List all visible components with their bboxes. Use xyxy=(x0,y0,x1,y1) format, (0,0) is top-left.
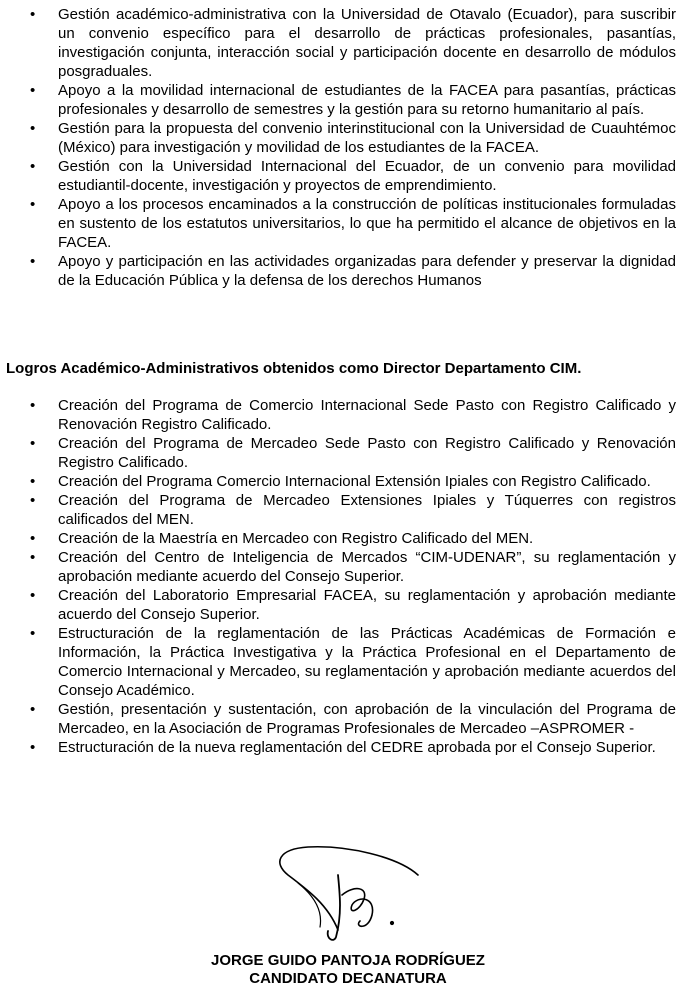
list-item xyxy=(30,586,676,624)
bullet: • xyxy=(30,158,36,175)
signatory-name: JORGE GUIDO PANTOJA RODRÍGUEZ xyxy=(211,952,485,969)
signatory-role: CANDIDATO DECANATURA xyxy=(249,970,447,987)
list-item-text: Creación del Programa de Mercadeo Extensiones Ipiales y Túquerres con registros calificados del MEN. xyxy=(58,492,676,528)
bullet: • xyxy=(30,473,36,490)
list-item-text: Creación del Programa de Mercadeo Sede Pasto con Registro Calificado y Renovación Registro Calificado. xyxy=(58,435,676,471)
list-item-text: Creación del Programa Comercio Internacional Extensión Ipiales con Registro Calificado. xyxy=(58,473,651,490)
list-item xyxy=(30,548,676,586)
list-item xyxy=(30,396,676,434)
list-item xyxy=(30,472,676,491)
list-item xyxy=(30,195,676,252)
list-item-text: Creación del Programa de Comercio Internacional Sede Pasto con Registro Calificado y Renovación Registro Calificado. xyxy=(58,397,676,433)
bullet: • xyxy=(30,120,36,137)
bullet-list-cim-achievements xyxy=(30,396,676,757)
list-item xyxy=(30,81,676,119)
signature-curve-stroke xyxy=(342,889,373,927)
list-item-text: Estructuración de la reglamentación de las Prácticas Académicas de Formación e Información, la Práctica Investigativa y la Práctica Profesional en el Departamento de Comercio Internacional y Mercadeo, su reglamentación y aprobación mediante acuerdos del Consejo Académico. xyxy=(58,625,676,699)
bullet: • xyxy=(30,397,36,414)
bullet: • xyxy=(30,530,36,547)
bullet: • xyxy=(30,6,36,23)
bullet: • xyxy=(30,82,36,99)
handwritten-signature xyxy=(268,835,428,945)
list-item xyxy=(30,157,676,195)
list-item xyxy=(30,700,676,738)
list-item xyxy=(30,252,676,290)
list-item xyxy=(30,491,676,529)
list-item-text: Gestión para la propuesta del convenio interinstitucional con la Universidad de Cuauhtémoc (México) para investigación y movilidad de los estudiantes de la FACEA. xyxy=(58,120,676,156)
list-item xyxy=(30,738,676,757)
signature-dot xyxy=(390,921,393,924)
list-item xyxy=(30,119,676,157)
bullet: • xyxy=(30,492,36,509)
signature-vertical-stroke xyxy=(328,875,340,940)
bullet: • xyxy=(30,253,36,270)
list-item-text: Creación de la Maestría en Mercadeo con Registro Calificado del MEN. xyxy=(58,530,534,547)
list-item-text: Estructuración de la nueva reglamentación del CEDRE aprobada por el Consejo Superior. xyxy=(58,739,656,756)
list-item-text: Gestión académico-administrativa con la Universidad de Otavalo (Ecuador), para suscribir un convenio específico para el desarrollo de prácticas profesionales, pasantías, investigación conjunta, interacción social y participación docente en desarrollo de módulos posgraduales. xyxy=(58,6,676,80)
list-item xyxy=(30,529,676,548)
bullet: • xyxy=(30,739,36,756)
list-item-text: Apoyo a la movilidad internacional de estudiantes de la FACEA para pasantías, prácticas profesionales y desarrollo de semestres y la gestión para su retorno humanitario al país. xyxy=(58,82,676,118)
list-item xyxy=(30,434,676,472)
bullet: • xyxy=(30,196,36,213)
list-item-text: Creación del Centro de Inteligencia de Mercados “CIM-UDENAR”, su reglamentación y aprobación mediante acuerdo del Consejo Superior. xyxy=(58,549,676,585)
list-item-text: Gestión con la Universidad Internacional del Ecuador, de un convenio para movilidad estudiantil-docente, investigación y proyectos de emprendimiento. xyxy=(58,158,676,194)
signature-flourish-stroke xyxy=(298,883,321,927)
list-item xyxy=(30,5,676,81)
list-item-text: Apoyo a los procesos encaminados a la construcción de políticas institucionales formuladas en sustento de los estatutos universitarios, lo que ha permitido el alcance de objetivos en la FACEA. xyxy=(58,196,676,251)
bullet-list-international xyxy=(30,5,676,290)
bullet: • xyxy=(30,435,36,452)
section-heading: Logros Académico-Administrativos obtenidos como Director Departamento CIM. xyxy=(6,360,582,377)
bullet: • xyxy=(30,701,36,718)
bullet: • xyxy=(30,549,36,566)
list-item-text: Apoyo y participación en las actividades organizadas para defender y preservar la dignidad de la Educación Pública y la defensa de los derechos Humanos xyxy=(58,253,676,289)
bullet: • xyxy=(30,625,36,642)
list-item-text: Gestión, presentación y sustentación, con aprobación de la vinculación del Programa de Mercadeo, en la Asociación de Programas Profesionales de Mercadeo –ASPROMER - xyxy=(58,701,676,737)
list-item-text: Creación del Laboratorio Empresarial FACEA, su reglamentación y aprobación mediante acuerdo del Consejo Superior. xyxy=(58,587,676,623)
signature-loop-stroke xyxy=(280,847,418,930)
list-item xyxy=(30,624,676,700)
bullet: • xyxy=(30,587,36,604)
